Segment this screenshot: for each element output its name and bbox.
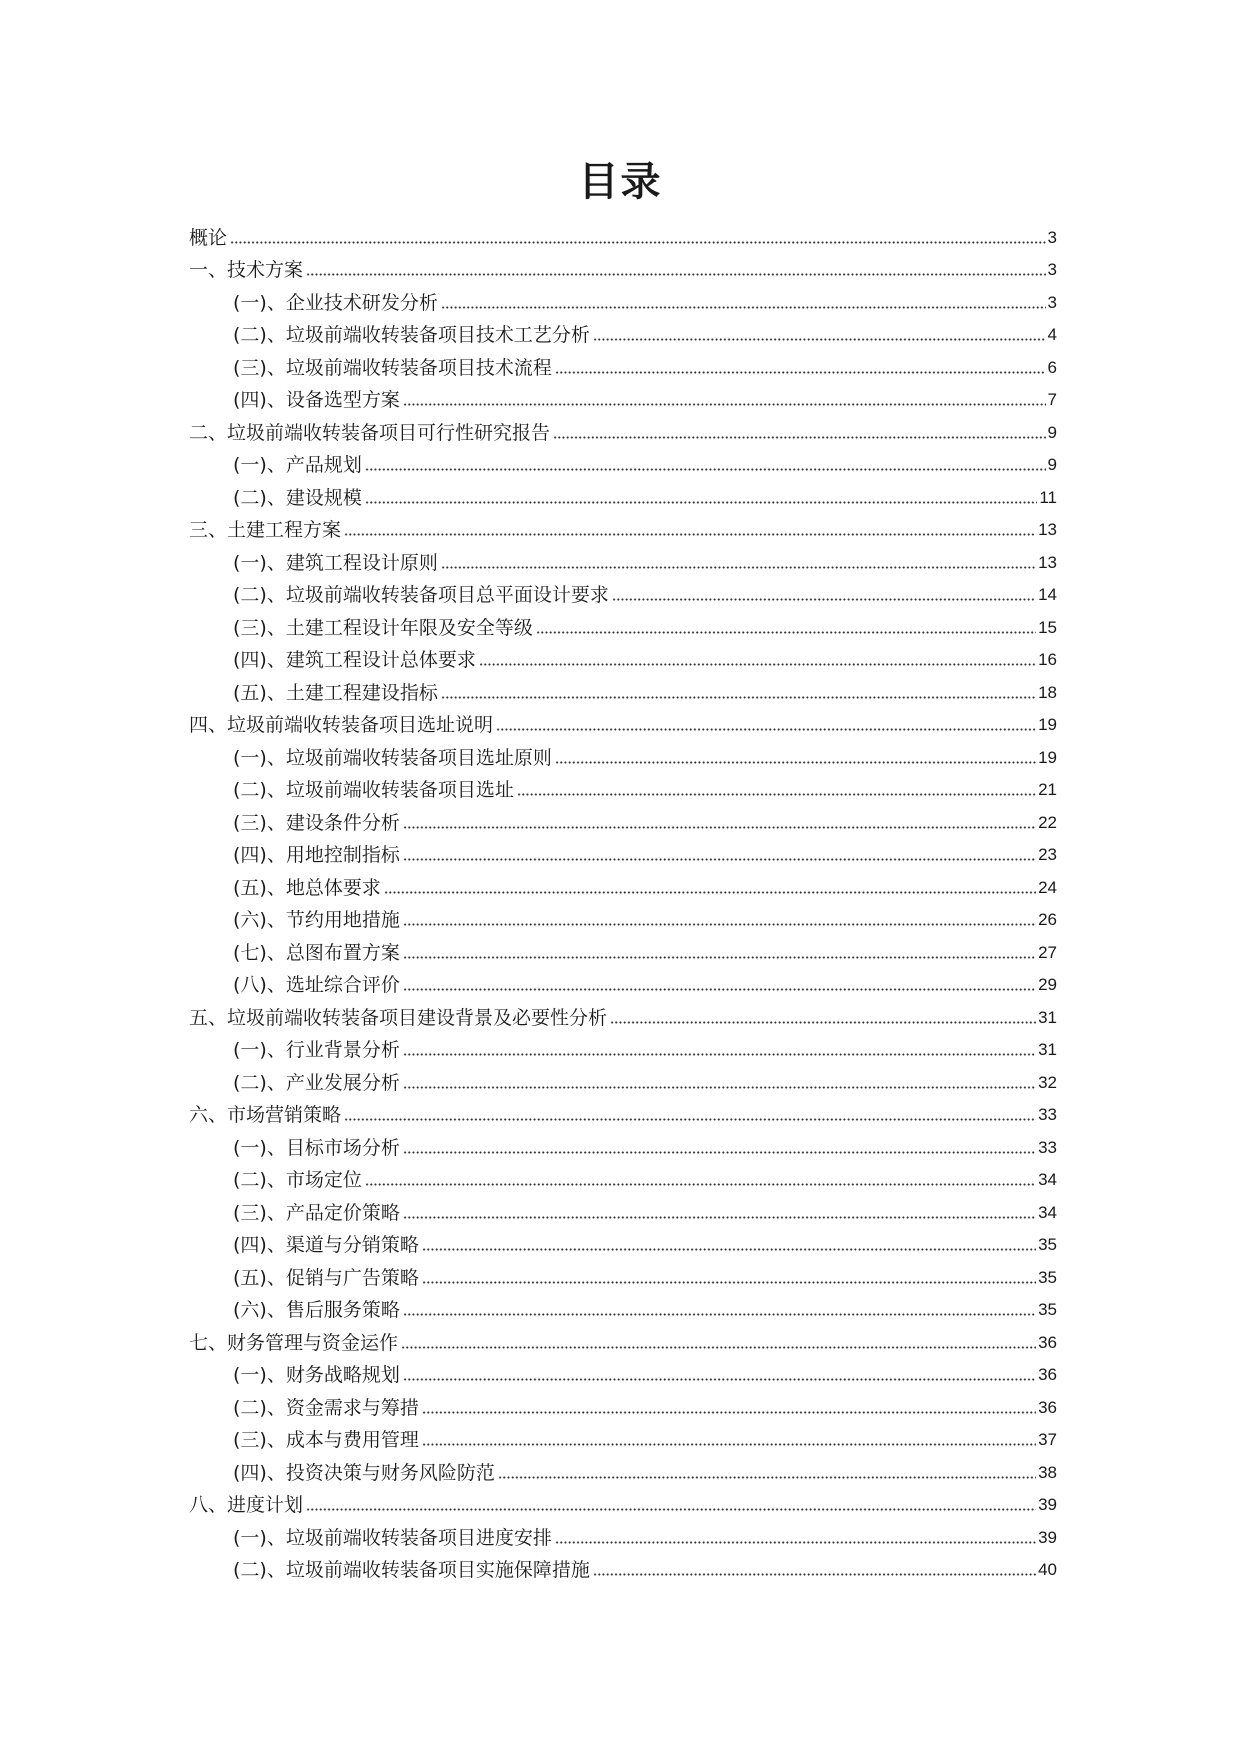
toc-dot-leader [403, 987, 1036, 992]
toc-entry-page-number: 37 [1038, 1430, 1057, 1449]
toc-dot-leader [403, 1215, 1036, 1220]
toc-entry-page-number: 23 [1038, 845, 1057, 864]
toc-entry-page-number: 19 [1038, 715, 1057, 734]
toc-entry-label: (四)、建筑工程设计总体要求 [233, 649, 476, 671]
toc-entry-page-number: 38 [1038, 1462, 1057, 1482]
toc-entry-label: (二)、垃圾前端收转装备项目选址 [233, 779, 514, 801]
toc-entry[interactable] [189, 1096, 1057, 1129]
toc-dot-leader [306, 272, 1046, 277]
toc-entry-page-number: 40 [1038, 1560, 1057, 1579]
toc-entry-label: (四)、渠道与分销策略 [233, 1234, 419, 1256]
toc-entry-page-number: 22 [1038, 812, 1057, 832]
toc-entry[interactable] [189, 706, 1057, 739]
toc-entry[interactable] [189, 836, 1057, 869]
toc-entry[interactable] [189, 1063, 1057, 1096]
toc-entry[interactable] [189, 283, 1057, 316]
toc-entry[interactable] [189, 446, 1057, 479]
toc-entry-page-number: 31 [1038, 1040, 1057, 1059]
toc-dot-leader [422, 1410, 1036, 1415]
toc-entry-page-number: 6 [1047, 357, 1057, 377]
toc-dot-leader [344, 532, 1036, 537]
toc-entry-page-number: 18 [1038, 682, 1057, 702]
toc-dot-leader [498, 1475, 1036, 1480]
toc-dot-leader [403, 1052, 1036, 1057]
toc-entry-page-number: 26 [1038, 910, 1057, 929]
toc-entry-page-number: 31 [1038, 1007, 1057, 1027]
toc-entry-label: (一)、企业技术研发分析 [233, 291, 438, 314]
toc-entry-page-number: 4 [1047, 325, 1057, 344]
toc-entry-label: (六)、售后服务策略 [233, 1299, 400, 1321]
toc-entry-label: 三、土建工程方案 [189, 519, 342, 541]
toc-entry[interactable] [189, 1356, 1057, 1389]
toc-entry[interactable] [189, 478, 1057, 511]
toc-entry[interactable] [189, 1226, 1057, 1259]
toc-dot-leader [536, 630, 1036, 635]
toc-dot-leader [365, 500, 1038, 505]
toc-entry[interactable] [189, 1421, 1057, 1454]
toc-entry[interactable] [189, 966, 1057, 999]
toc-entry-page-number: 33 [1038, 1105, 1057, 1124]
toc-entry-label: 六、市场营销策略 [189, 1104, 342, 1126]
toc-entry[interactable] [189, 998, 1057, 1031]
toc-entry[interactable] [189, 1128, 1057, 1161]
toc-entry[interactable] [189, 901, 1057, 934]
toc-entry-page-number: 36 [1038, 1397, 1057, 1417]
toc-entry-label: (五)、促销与广告策略 [233, 1266, 419, 1289]
toc-dot-leader [403, 922, 1036, 927]
toc-entry[interactable] [189, 1323, 1057, 1356]
toc-entry-label: (二)、市场定位 [233, 1169, 362, 1191]
toc-entry-label: (一)、行业背景分析 [233, 1039, 400, 1061]
toc-entry-page-number: 14 [1038, 585, 1057, 604]
toc-entry[interactable] [189, 1258, 1057, 1291]
toc-entry[interactable] [189, 1486, 1057, 1519]
toc-entry-page-number: 35 [1038, 1235, 1057, 1254]
toc-entry-label: 一、技术方案 [189, 259, 304, 281]
toc-dot-leader [555, 760, 1036, 765]
toc-dot-leader [403, 402, 1046, 407]
toc-entry-page-number: 35 [1038, 1267, 1057, 1287]
toc-entry-label: (三)、土建工程设计年限及安全等级 [233, 616, 533, 639]
toc-dot-leader [344, 1117, 1036, 1122]
toc-entry[interactable] [189, 1388, 1057, 1421]
toc-dot-leader [441, 305, 1046, 310]
toc-entry-page-number: 3 [1047, 260, 1057, 279]
toc-entry-label: (二)、产业发展分析 [233, 1071, 400, 1094]
toc-dot-leader [555, 1540, 1036, 1545]
toc-entry-label: 二、垃圾前端收转装备项目可行性研究报告 [189, 421, 551, 444]
toc-dot-leader [403, 1150, 1036, 1155]
toc-entry[interactable] [189, 413, 1057, 446]
toc-entry[interactable] [189, 771, 1057, 804]
toc-dot-leader [403, 825, 1036, 830]
toc-dot-leader [403, 857, 1036, 862]
toc-entry[interactable] [189, 1193, 1057, 1226]
toc-entry[interactable] [189, 218, 1057, 251]
toc-entry-page-number: 24 [1038, 877, 1057, 897]
toc-entry-label: (一)、财务战略规划 [233, 1364, 400, 1386]
toc-entry-page-number: 36 [1038, 1332, 1057, 1352]
toc-entry-page-number: 39 [1038, 1527, 1057, 1547]
toc-entry-label: (四)、用地控制指标 [233, 844, 400, 866]
toc-entry-label: (一)、建筑工程设计原则 [233, 551, 438, 574]
toc-entry-page-number: 9 [1047, 422, 1057, 442]
toc-entry-label: (二)、垃圾前端收转装备项目实施保障措施 [233, 1559, 590, 1581]
toc-entry[interactable] [189, 348, 1057, 381]
toc-entry-label: (四)、投资决策与财务风险防范 [233, 1461, 495, 1484]
toc-entry-label: (二)、建设规模 [233, 486, 362, 509]
toc-dot-leader [422, 1280, 1036, 1285]
toc-entry[interactable] [189, 316, 1057, 349]
toc-entry[interactable] [189, 1031, 1057, 1064]
toc-dot-leader [612, 597, 1036, 602]
toc-entry-page-number: 19 [1038, 747, 1057, 767]
toc-entry-label: (五)、地总体要求 [233, 876, 381, 899]
toc-dot-leader [403, 1377, 1036, 1382]
toc-entry[interactable] [189, 1518, 1057, 1551]
toc-dot-leader [479, 662, 1036, 667]
table-of-contents [189, 218, 1057, 1583]
toc-entry[interactable] [189, 543, 1057, 576]
toc-entry-page-number: 3 [1047, 292, 1057, 312]
toc-entry-page-number: 13 [1038, 552, 1057, 572]
toc-dot-leader [422, 1247, 1036, 1252]
toc-entry-page-number: 9 [1047, 455, 1057, 474]
toc-entry[interactable] [189, 803, 1057, 836]
toc-entry-label: (三)、建设条件分析 [233, 811, 400, 834]
toc-dot-leader [593, 1572, 1036, 1577]
toc-dot-leader [610, 1020, 1036, 1025]
toc-entry-page-number: 39 [1038, 1495, 1057, 1514]
toc-entry-label: (一)、产品规划 [233, 454, 362, 476]
toc-entry[interactable] [189, 608, 1057, 641]
toc-entry-label: 七、财务管理与资金运作 [189, 1331, 399, 1354]
toc-entry-label: (六)、节约用地措施 [233, 909, 400, 931]
toc-entry-label: (二)、垃圾前端收转装备项目总平面设计要求 [233, 584, 609, 606]
toc-entry-label: (三)、成本与费用管理 [233, 1429, 419, 1451]
toc-entry[interactable] [189, 673, 1057, 706]
toc-entry-page-number: 11 [1039, 487, 1057, 507]
toc-entry-page-number: 32 [1038, 1072, 1057, 1092]
toc-entry[interactable] [189, 868, 1057, 901]
toc-dot-leader [496, 727, 1036, 732]
toc-dot-leader [230, 240, 1046, 245]
toc-entry-page-number: 15 [1038, 617, 1057, 637]
toc-entry-label: (二)、垃圾前端收转装备项目技术工艺分析 [233, 324, 590, 346]
toc-entry-page-number: 21 [1038, 780, 1057, 799]
toc-dot-leader [441, 695, 1036, 700]
toc-entry-label: (三)、垃圾前端收转装备项目技术流程 [233, 356, 552, 379]
toc-dot-leader [517, 792, 1036, 797]
toc-entry-label: (一)、目标市场分析 [233, 1136, 400, 1159]
toc-title: 目录 [578, 159, 663, 205]
toc-entry-page-number: 16 [1038, 650, 1057, 669]
toc-entry[interactable] [189, 511, 1057, 544]
toc-dot-leader [403, 955, 1036, 960]
toc-entry-page-number: 33 [1038, 1137, 1057, 1157]
toc-entry-label: 四、垃圾前端收转装备项目选址说明 [189, 714, 494, 736]
toc-entry[interactable] [189, 641, 1057, 674]
toc-dot-leader [365, 467, 1046, 472]
toc-entry-page-number: 36 [1038, 1365, 1057, 1384]
toc-entry-page-number: 35 [1038, 1300, 1057, 1319]
toc-entry-page-number: 3 [1047, 227, 1057, 247]
toc-entry[interactable] [189, 1161, 1057, 1194]
toc-entry[interactable] [189, 1291, 1057, 1324]
toc-entry-label: (五)、土建工程建设指标 [233, 681, 438, 704]
toc-dot-leader [593, 337, 1046, 342]
toc-entry-label: 概论 [189, 226, 228, 249]
toc-entry-page-number: 34 [1038, 1202, 1057, 1222]
toc-entry-page-number: 34 [1038, 1170, 1057, 1189]
toc-dot-leader [365, 1182, 1036, 1187]
toc-entry[interactable] [189, 576, 1057, 609]
toc-dot-leader [306, 1507, 1036, 1512]
toc-dot-leader [403, 1085, 1036, 1090]
toc-entry[interactable] [189, 251, 1057, 284]
toc-entry-label: 五、垃圾前端收转装备项目建设背景及必要性分析 [189, 1006, 608, 1029]
toc-entry-label: (三)、产品定价策略 [233, 1201, 400, 1224]
toc-entry[interactable] [189, 933, 1057, 966]
toc-entry-label: (八)、选址综合评价 [233, 974, 400, 996]
toc-entry-page-number: 27 [1038, 942, 1057, 962]
toc-dot-leader [422, 1442, 1036, 1447]
toc-entry[interactable] [189, 381, 1057, 414]
toc-entry-label: (四)、设备选型方案 [233, 389, 400, 411]
toc-dot-leader [553, 435, 1046, 440]
toc-entry-page-number: 7 [1047, 390, 1057, 409]
toc-entry-label: (七)、总图布置方案 [233, 941, 400, 964]
toc-entry[interactable] [189, 1453, 1057, 1486]
toc-entry-page-number: 13 [1038, 520, 1057, 539]
toc-entry[interactable] [189, 1551, 1057, 1584]
toc-dot-leader [401, 1345, 1036, 1350]
toc-dot-leader [555, 370, 1046, 375]
toc-dot-leader [384, 890, 1036, 895]
toc-entry-page-number: 29 [1038, 975, 1057, 994]
toc-entry-label: (二)、资金需求与筹措 [233, 1396, 419, 1419]
toc-dot-leader [441, 565, 1036, 570]
toc-dot-leader [403, 1312, 1036, 1317]
toc-entry-label: (一)、垃圾前端收转装备项目选址原则 [233, 746, 552, 769]
toc-entry-label: 八、进度计划 [189, 1494, 304, 1516]
toc-entry[interactable] [189, 738, 1057, 771]
toc-entry-label: (一)、垃圾前端收转装备项目进度安排 [233, 1526, 552, 1549]
